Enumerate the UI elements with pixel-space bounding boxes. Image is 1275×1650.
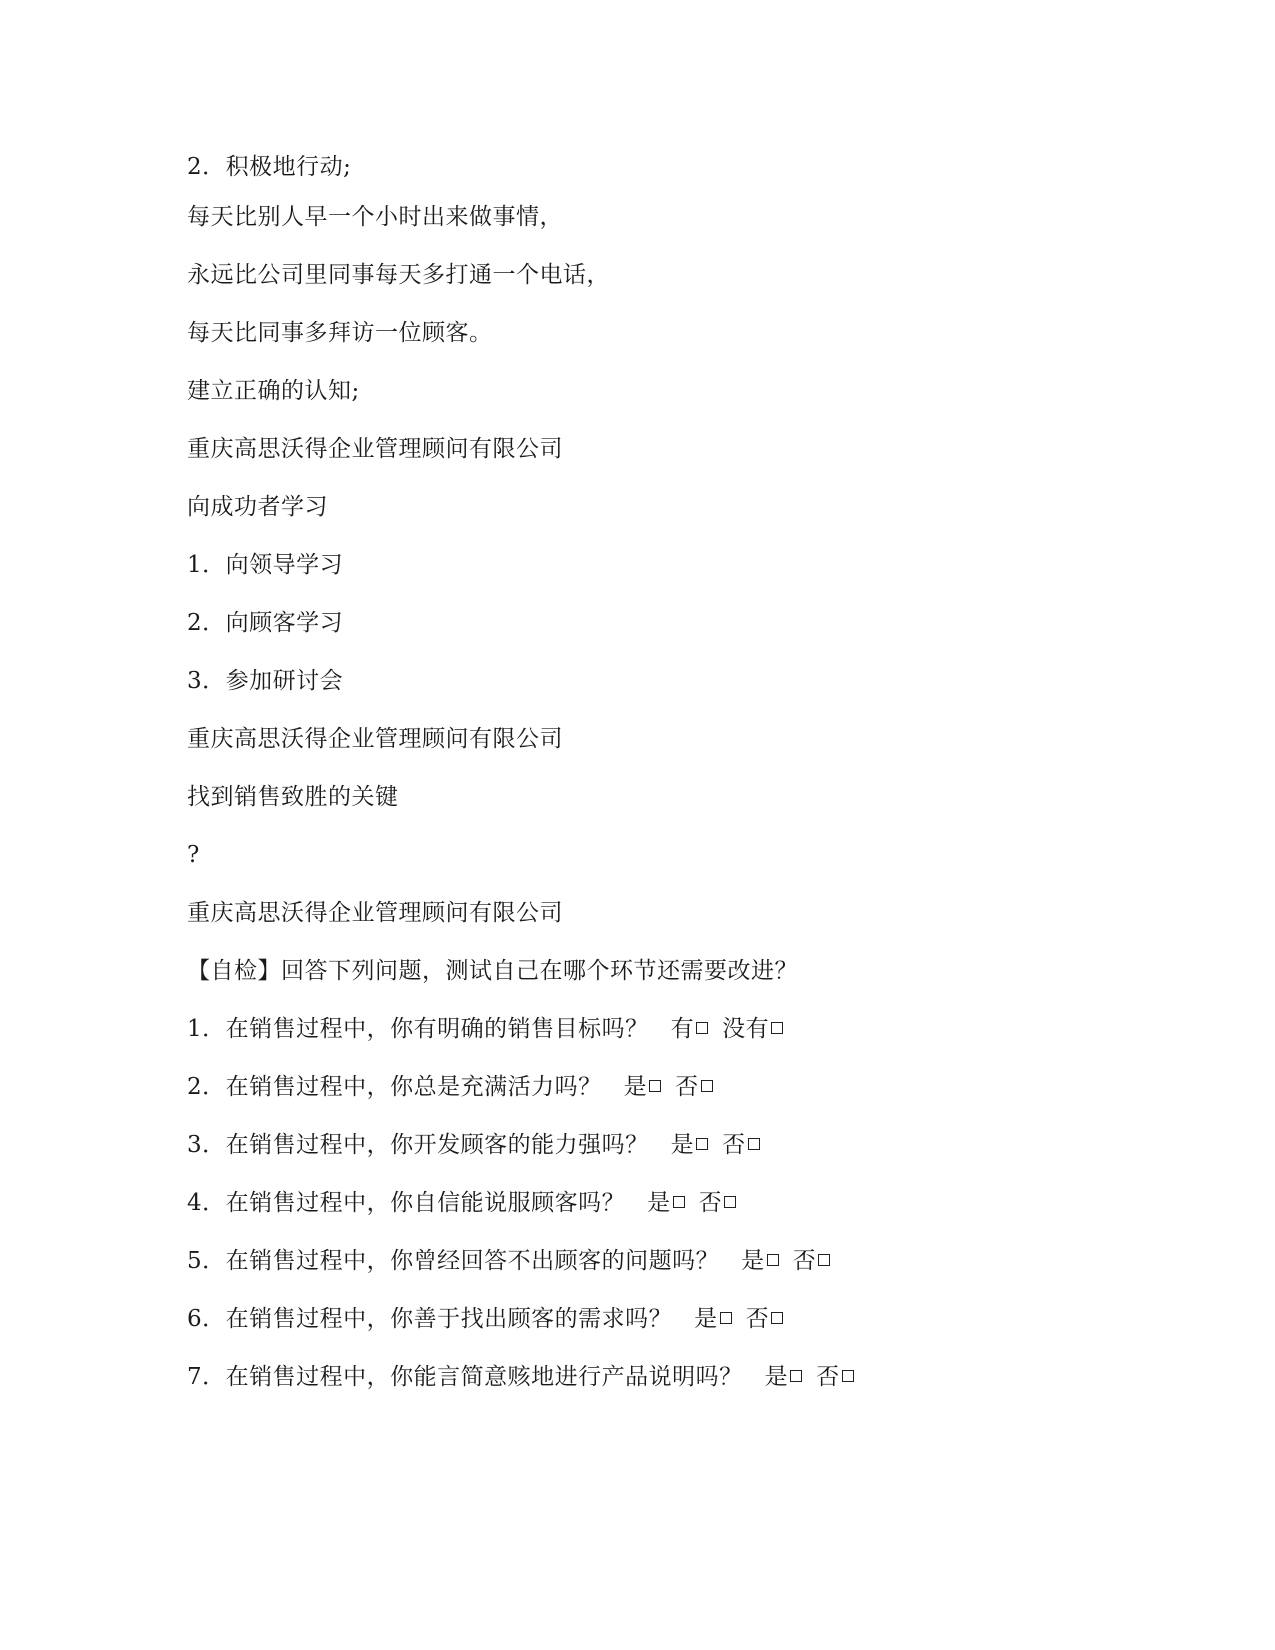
question-item [187,1290,1187,1348]
document-page [187,146,1187,1406]
no-checkbox[interactable] [842,1370,854,1382]
no-option-label: 否 [816,1364,840,1390]
yes-option-label: 是 [741,1248,765,1274]
text-line: ? [187,842,200,868]
yes-option-label: 是 [623,1074,648,1100]
text-line: 建立正确的认知; [187,378,360,404]
company-name: 重庆高思沃得企业管理顾问有限公司 [187,900,563,926]
yes-checkbox[interactable] [767,1254,779,1266]
question-item [187,1000,1187,1058]
yes-checkbox[interactable] [790,1370,802,1382]
text-line: 2．积极地行动; [187,154,352,180]
section-heading: 找到销售致胜的关键 [187,784,399,810]
no-checkbox[interactable] [771,1022,783,1034]
no-option-label: 否 [745,1306,770,1332]
yes-option-label: 是 [647,1190,671,1216]
yes-option-label: 是 [670,1132,695,1158]
question-text: 6．在销售过程中，你善于找出顾客的需求吗？ [187,1306,673,1332]
section-heading: 向成功者学习 [187,494,328,520]
yes-option-label: 是 [694,1306,718,1332]
no-option-label: 没有 [722,1016,770,1042]
question-text: 3．在销售过程中，你开发顾客的能力强吗？ [187,1132,649,1158]
no-option-label: 否 [792,1248,817,1274]
text-line: 2．向顾客学习 [187,610,344,636]
yes-checkbox[interactable] [673,1196,685,1208]
question-text: 2．在销售过程中，你总是充满活力吗？ [187,1074,602,1100]
text-line: 永远比公司里同事每天多打通一个电话， [187,262,610,288]
question-item [187,1174,1187,1232]
no-checkbox[interactable] [818,1254,830,1266]
question-text: 7．在销售过程中，你能言简意赅地进行产品说明吗？ [187,1364,743,1390]
text-line: 每天比同事多拜访一位顾客。 [187,320,493,346]
company-name: 重庆高思沃得企业管理顾问有限公司 [187,436,563,462]
no-checkbox[interactable] [701,1080,713,1092]
yes-checkbox[interactable] [696,1022,708,1034]
yes-option-label: 是 [764,1364,789,1390]
question-item [187,1348,1187,1406]
question-item [187,1116,1187,1174]
yes-checkbox[interactable] [720,1312,732,1324]
no-option-label: 否 [698,1190,723,1216]
question-text: 5．在销售过程中，你曾经回答不出顾客的问题吗？ [187,1248,720,1274]
text-line: 3．参加研讨会 [187,668,344,694]
question-text: 1．在销售过程中，你有明确的销售目标吗？ [187,1016,649,1042]
self-check-heading: 【自检】回答下列问题，测试自己在哪个环节还需要改进？ [187,958,798,984]
no-checkbox[interactable] [724,1196,736,1208]
yes-checkbox[interactable] [649,1080,661,1092]
question-item [187,1232,1187,1290]
no-checkbox[interactable] [771,1312,783,1324]
no-option-label: 否 [722,1132,746,1158]
yes-checkbox[interactable] [696,1138,708,1150]
yes-option-label: 有 [670,1016,695,1042]
question-text: 4．在销售过程中，你自信能说服顾客吗？ [187,1190,626,1216]
no-option-label: 否 [675,1074,699,1100]
no-checkbox[interactable] [748,1138,760,1150]
text-line: 每天比别人早一个小时出来做事情， [187,204,563,230]
company-name: 重庆高思沃得企业管理顾问有限公司 [187,726,563,752]
text-line: 1．向领导学习 [187,552,344,578]
question-item [187,1058,1187,1116]
